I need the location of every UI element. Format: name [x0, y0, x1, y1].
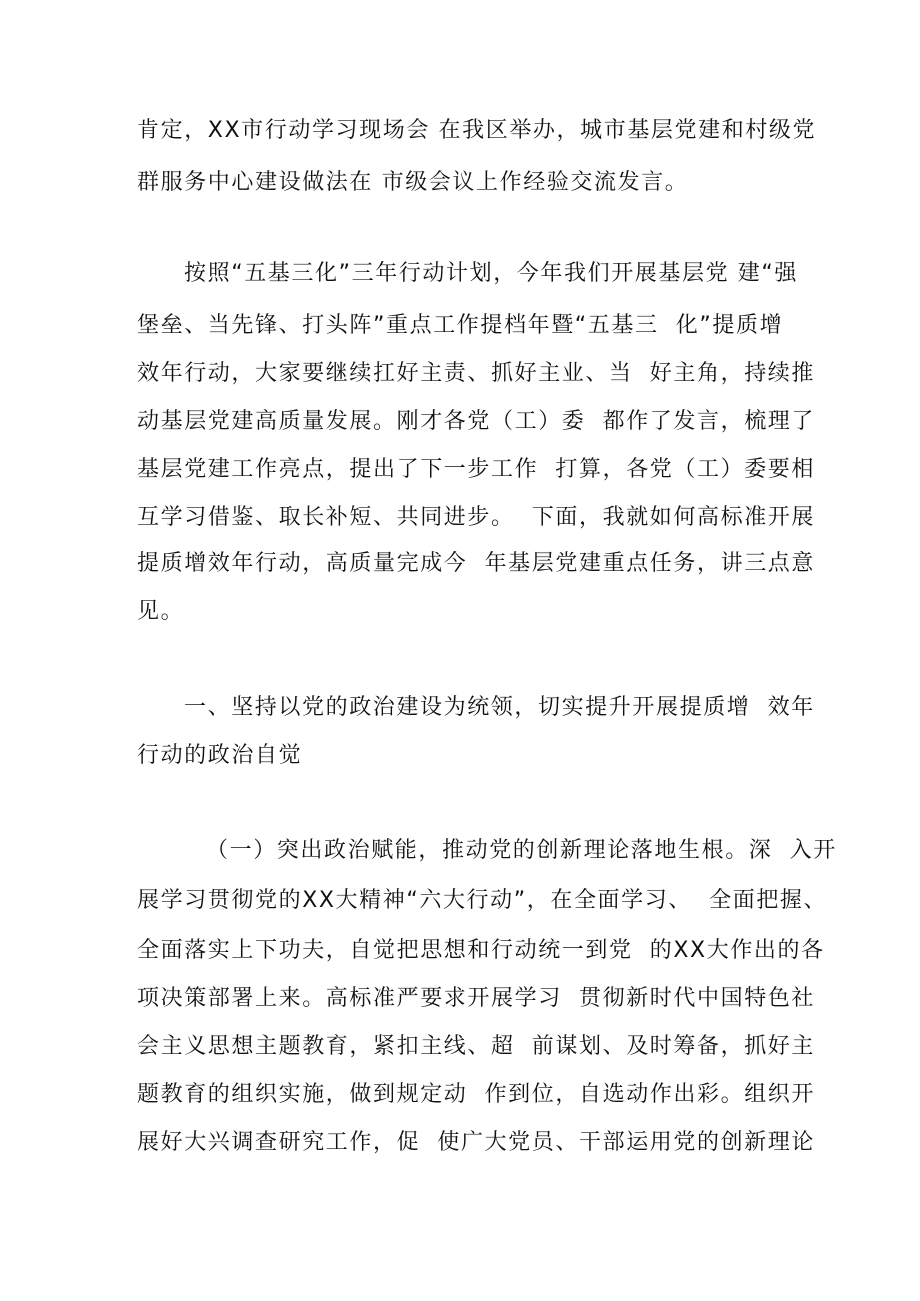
text-line: 项决策部署上来。高标准严要求开展学习 贯彻新时代中国特色社 — [137, 986, 815, 1011]
text-line: 群服务中心建设做法在 市级会议上作经验交流发言。 — [137, 170, 689, 195]
heading-line: 一、坚持以党的政治建设为统领，切实提升开展提质增 效年 — [184, 695, 815, 720]
heading-line: 行动的政治自觉 — [137, 743, 303, 768]
text-line: 见。 — [137, 599, 185, 624]
text-line: 按照“五基三化”三年行动计划，今年我们开展基层党 建“强 — [184, 261, 798, 286]
text-line: 题教育的组织实施，做到规定动 作到位，自选动作出彩。组织开 — [137, 1082, 815, 1107]
text-line: 全面落实上下功夫，自觉把思想和行动统一到党 的XX大作出的各 — [137, 938, 825, 963]
text-line: 互学习借鉴、取长补短、共同进步。 下面，我就如何高标准开展 — [137, 505, 815, 530]
text-line: 肯定，XX市行动学习现场会 在我区举办，城市基层党建和村级党 — [137, 118, 817, 143]
text-line: 效年行动，大家要继续扛好主责、抓好主业、当 好主角，持续推 — [137, 361, 815, 386]
text-line: （一）突出政治赋能，推动党的创新理论落地生根。深 入开 — [206, 838, 837, 863]
text-line: 会主义思想主题教育，紧扣主线、超 前谋划、及时筹备，抓好主 — [137, 1034, 815, 1059]
text-line: 展好大兴调查研究工作，促 使广大党员、干部运用党的创新理论 — [137, 1130, 815, 1155]
text-line: 提质增效年行动，高质量完成今 年基层党建重点任务，讲三点意 — [137, 551, 815, 576]
text-line: 基层党建工作亮点，提出了下一步工作 打算，各党（工）委要相 — [137, 457, 815, 482]
text-line: 堡垒、当先锋、打头阵”重点工作提档年暨“五基三 化”提质增 — [137, 313, 784, 338]
text-line: 动基层党建高质量发展。刚才各党（工）委 都作了发言，梳理了 — [137, 409, 815, 434]
text-line: 展学习贯彻党的XX大精神“六大行动”，在全面学习、 全面把握、 — [137, 888, 828, 913]
